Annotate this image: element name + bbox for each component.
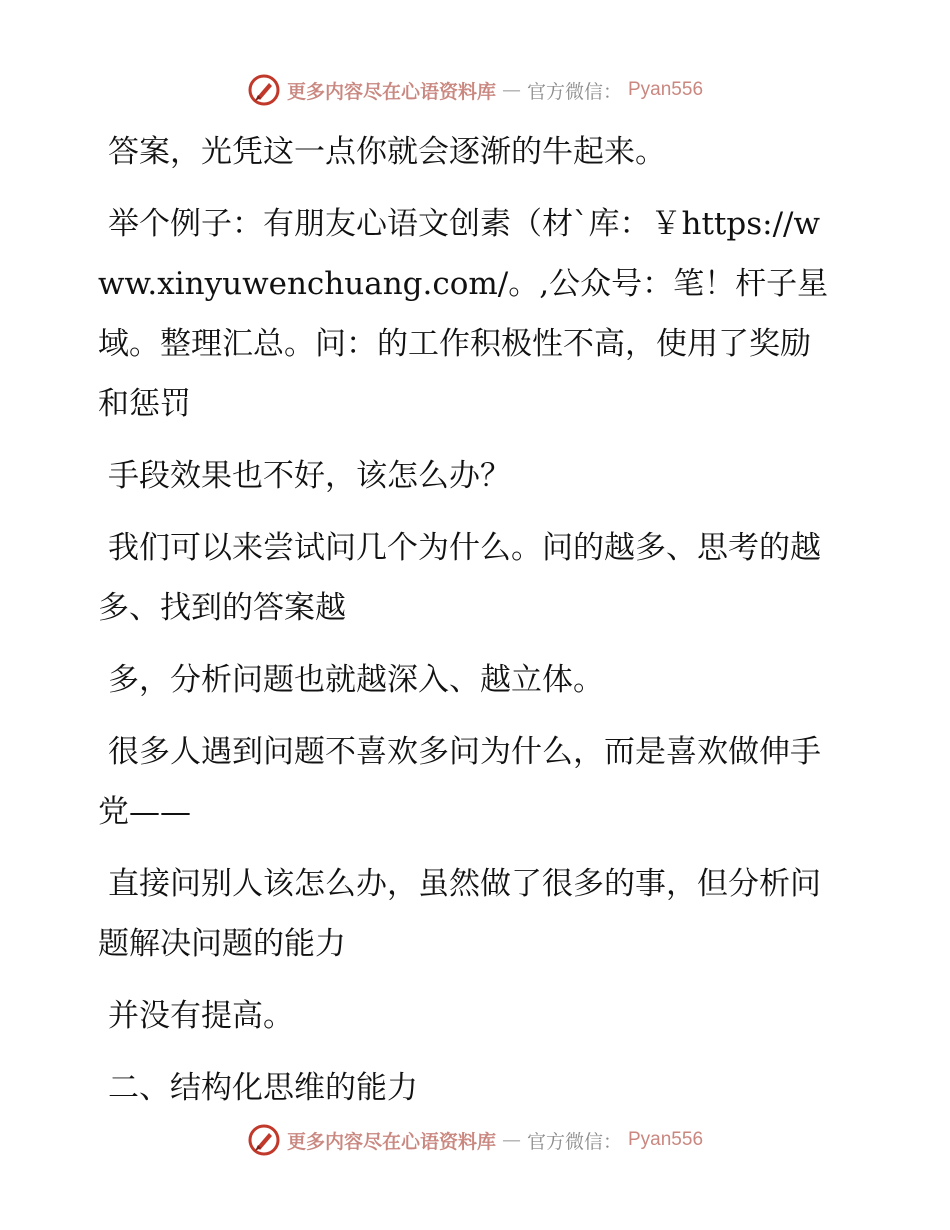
watermark-separator: — <box>501 79 521 101</box>
paragraph: 举个例子：有朋友心语文创素（材`库：￥https://www.xinyuwenchuang.com/。,公众号：笔！杆子星域。整理汇总。问：的工作积极性不高，使用了奖励和惩罚 <box>98 206 829 422</box>
watermark-official-label: 官方微信： <box>526 80 622 103</box>
paragraph: 手段效果也不好，该怎么办？ <box>108 458 511 494</box>
watermark-separator: — <box>501 1129 521 1151</box>
paragraph: 答案，光凭这一点你就会逐渐的牛起来。 <box>108 134 666 170</box>
paragraph: 我们可以来尝试问几个为什么。问的越多、思考的越多、找到的答案越 <box>98 530 821 626</box>
section-heading: 二、结构化思维的能力 <box>108 1070 418 1106</box>
document-body <box>98 122 838 1130</box>
watermark-wechat-id: Pyan556 <box>628 1129 704 1150</box>
watermark-wechat-id: Pyan556 <box>628 79 704 100</box>
watermark-brand: 更多内容尽在心语资料库 <box>286 1130 496 1153</box>
paragraph: 并没有提高。 <box>108 998 294 1034</box>
paragraph: 多，分析问题也就越深入、越立体。 <box>108 662 604 698</box>
header-watermark <box>0 70 950 110</box>
footer-watermark <box>0 1120 950 1160</box>
fountain-pen-circle-icon <box>247 1123 281 1157</box>
watermark-brand: 更多内容尽在心语资料库 <box>286 80 496 103</box>
fountain-pen-circle-icon <box>247 73 281 107</box>
paragraph: 很多人遇到问题不喜欢多问为什么，而是喜欢做伸手党—— <box>98 734 821 830</box>
paragraph: 直接问别人该怎么办，虽然做了很多的事，但分析问题解决问题的能力 <box>98 866 821 962</box>
watermark-official-label: 官方微信： <box>526 1130 622 1153</box>
